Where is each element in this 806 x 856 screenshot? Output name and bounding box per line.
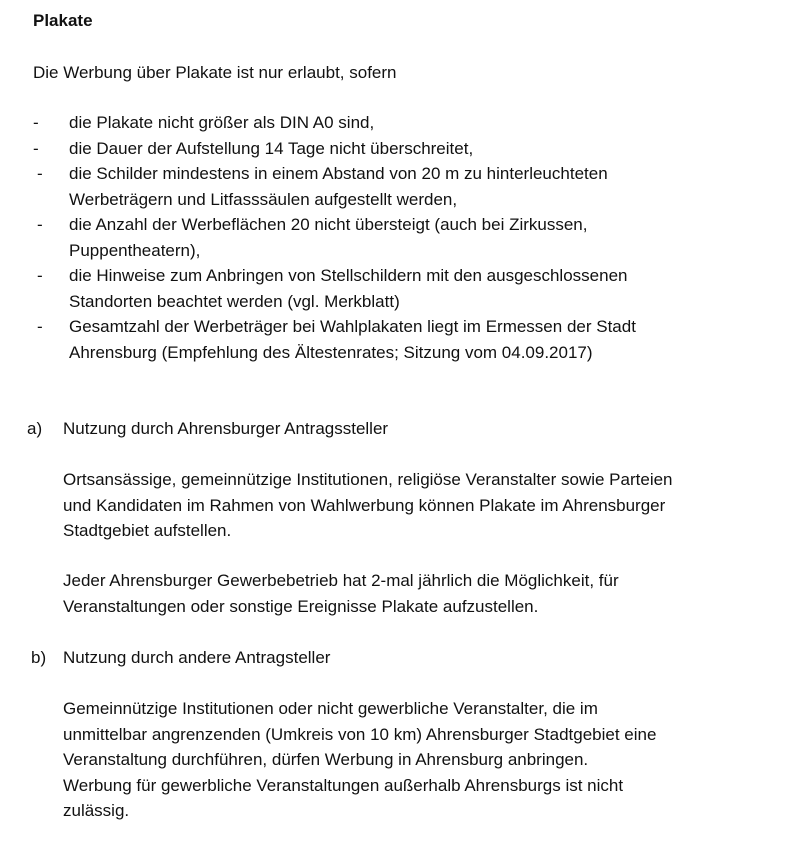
section-a-paragraph-2: Jeder Ahrensburger Gewerbebetrieb hat 2-mal jährlich die Möglichkeit, für Veranstaltungen oder sonstige Ereignisse Plakate aufzustellen. xyxy=(63,571,619,616)
list-item xyxy=(33,263,773,314)
section-letter: a) xyxy=(27,419,43,438)
list-item-text: die Schilder mindestens in einem Abstand von 20 m zu hinterleuchteten Werbeträgern und Litfasssäulen aufgestellt werden, xyxy=(69,164,608,209)
bullet-dash: - xyxy=(37,164,43,183)
section-title: Nutzung durch andere Antragsteller xyxy=(63,648,331,667)
section-letter: b) xyxy=(31,648,47,667)
list-item-text: die Hinweise zum Anbringen von Stellschildern mit den ausgeschlossenen Standorten beachtet werden (vgl. Merkblatt) xyxy=(69,266,628,311)
list-item xyxy=(33,110,773,136)
section-b-paragraph-1: Gemeinnützige Institutionen oder nicht gewerbliche Veranstalter, die im unmittelbar angrenzenden (Umkreis von 10 km) Ahrensburger Stadtgebiet eine Veranstaltung durchführen, dürfen Werbung in Ahrensburg anbringen. Werbung für gewerbliche Veranstaltungen außerhalb Ahrensburgs ist nicht zulässig. xyxy=(63,699,657,820)
list-item-text: die Anzahl der Werbeflächen 20 nicht übersteigt (auch bei Zirkussen, Puppentheatern), xyxy=(69,215,588,260)
intro-text: Die Werbung über Plakate ist nur erlaubt, sofern xyxy=(33,63,397,82)
list-item xyxy=(33,161,773,212)
list-item xyxy=(33,136,773,162)
list-item-text: die Dauer der Aufstellung 14 Tage nicht überschreitet, xyxy=(69,138,474,158)
list-item xyxy=(33,212,773,263)
section-b-heading xyxy=(27,645,787,671)
list-item-text: Gesamtzahl der Werbeträger bei Wahlplakaten liegt im Ermessen der Stadt Ahrensburg (Empfehlung des Ältestenrates; Sitzung vom 04.09.2017) xyxy=(69,317,636,362)
bullet-dash: - xyxy=(33,113,39,132)
section-title: Nutzung durch Ahrensburger Antragssteller xyxy=(63,419,389,438)
bullet-dash: - xyxy=(37,215,43,234)
list-item-text: die Plakate nicht größer als DIN A0 sind, xyxy=(69,113,375,132)
bullet-dash: - xyxy=(37,317,43,336)
section-a-heading xyxy=(27,416,787,442)
bullet-dash: - xyxy=(37,266,43,285)
section-a-paragraph-1: Ortsansässige, gemeinnützige Institutionen, religiöse Veranstalter sowie Parteien und Kandidaten im Rahmen von Wahlwerbung können Plakate im Ahrensburger Stadtgebiet aufstellen. xyxy=(63,470,673,540)
document-heading: Plakate xyxy=(33,11,93,30)
list-item xyxy=(33,314,773,365)
condition-list xyxy=(33,110,773,365)
bullet-dash: - xyxy=(33,138,39,158)
